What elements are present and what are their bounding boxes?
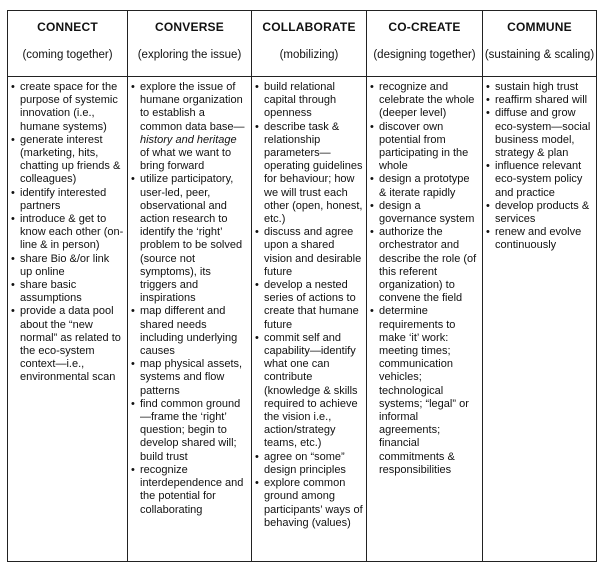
list-item: • develop products & services [486,200,593,226]
framework-table [7,10,597,562]
list-item: • discuss and agree upon a shared vision and desirable future [255,226,363,279]
bullet-list [255,81,363,530]
list-item: • create space for the purpose of systemic innovation (i.e., humane systems) [11,81,124,134]
column-header-collaborate [252,11,367,77]
list-item: • renew and evolve continuously [486,226,593,252]
bullet-list [486,81,593,253]
column-title: CO-CREATE [388,20,461,34]
list-item: • determine requirements to make ‘it’ work: meeting times; communication vehicles; technological systems; “legal” or informal agreements; financial commitments & responsibilities [370,305,479,477]
list-item: • build relational capital through openness [255,81,363,121]
column-subtitle: (exploring the issue) [137,49,242,61]
list-item: • describe task & relationship parameters—operating guidelines for behaviour; how we will trust each other (open, honest, etc.) [255,121,363,227]
list-item: • share basic assumptions [11,279,124,305]
list-item: • map physical assets, systems and flow patterns [131,358,248,398]
list-item: • diffuse and grow eco-system—social business model, strategy & plan [486,107,593,160]
list-item: • provide a data pool about the “new normal” as related to the eco-system context—i.e., environmental scan [11,305,124,384]
list-item: • design a prototype & iterate rapidly [370,173,479,199]
bullet-list [131,81,248,517]
list-item: • design a governance system [370,200,479,226]
bullet-list [11,81,124,385]
column-header-converse [128,11,252,77]
list-item: • share Bio &/or link up online [11,253,124,279]
column-subtitle: (sustaining & scaling) [484,49,595,61]
header-row [8,11,597,77]
list-item: • identify interested partners [11,187,124,213]
list-item: • map different and shared needs including underlying causes [131,305,248,358]
column-subtitle: (coming together) [22,49,113,61]
column-title: COMMUNE [507,20,572,34]
list-item: • commit self and capability—identify what one can contribute (knowledge & skills required to achieve the vision i.e., action/strategy teams, etc.) [255,332,363,451]
list-item: • discover own potential from participating in the whole [370,121,479,174]
list-item: • introduce & get to know each other (on-line & in person) [11,213,124,253]
column-header-co-create [367,11,483,77]
list-item: • explore the issue of humane organization to establish a common data base—history and heritage of what we want to bring forward [131,81,248,173]
list-item: • recognize interdependence and the potential for collaborating [131,464,248,517]
column-body-co-create [367,77,483,562]
column-header-connect [8,11,128,77]
list-item: • develop a nested series of actions to create that humane future [255,279,363,332]
list-item: • explore common ground among participants’ ways of behaving (values) [255,477,363,530]
list-item: • reaffirm shared will [486,94,593,107]
list-item: • recognize and celebrate the whole (deeper level) [370,81,479,121]
list-item: • agree on “some” design principles [255,451,363,477]
column-body-collaborate [252,77,367,562]
list-item: • influence relevant eco-system policy and practice [486,160,593,200]
column-subtitle: (designing together) [373,49,476,61]
list-item: • sustain high trust [486,81,593,94]
list-item: • utilize participatory, user-led, peer, observational and action research to identify the ‘right’ problem to be solved (source not symptoms), its triggers and inspirations [131,173,248,305]
list-item: • find common ground—frame the ‘right’ question; begin to develop shared will; build trust [131,398,248,464]
column-title: CONNECT [37,20,98,34]
column-title: CONVERSE [155,20,224,34]
column-body-converse [128,77,252,562]
list-item: • generate interest (marketing, hits, chatting up friends & colleagues) [11,134,124,187]
body-row [8,77,597,562]
column-title: COLLABORATE [262,20,356,34]
column-subtitle: (mobilizing) [279,49,339,61]
column-header-commune [483,11,597,77]
column-body-commune [483,77,597,562]
list-item: • authorize the orchestrator and describe the role (of this referent organization) to convene the field [370,226,479,305]
bullet-list [370,81,479,477]
column-body-connect [8,77,128,562]
